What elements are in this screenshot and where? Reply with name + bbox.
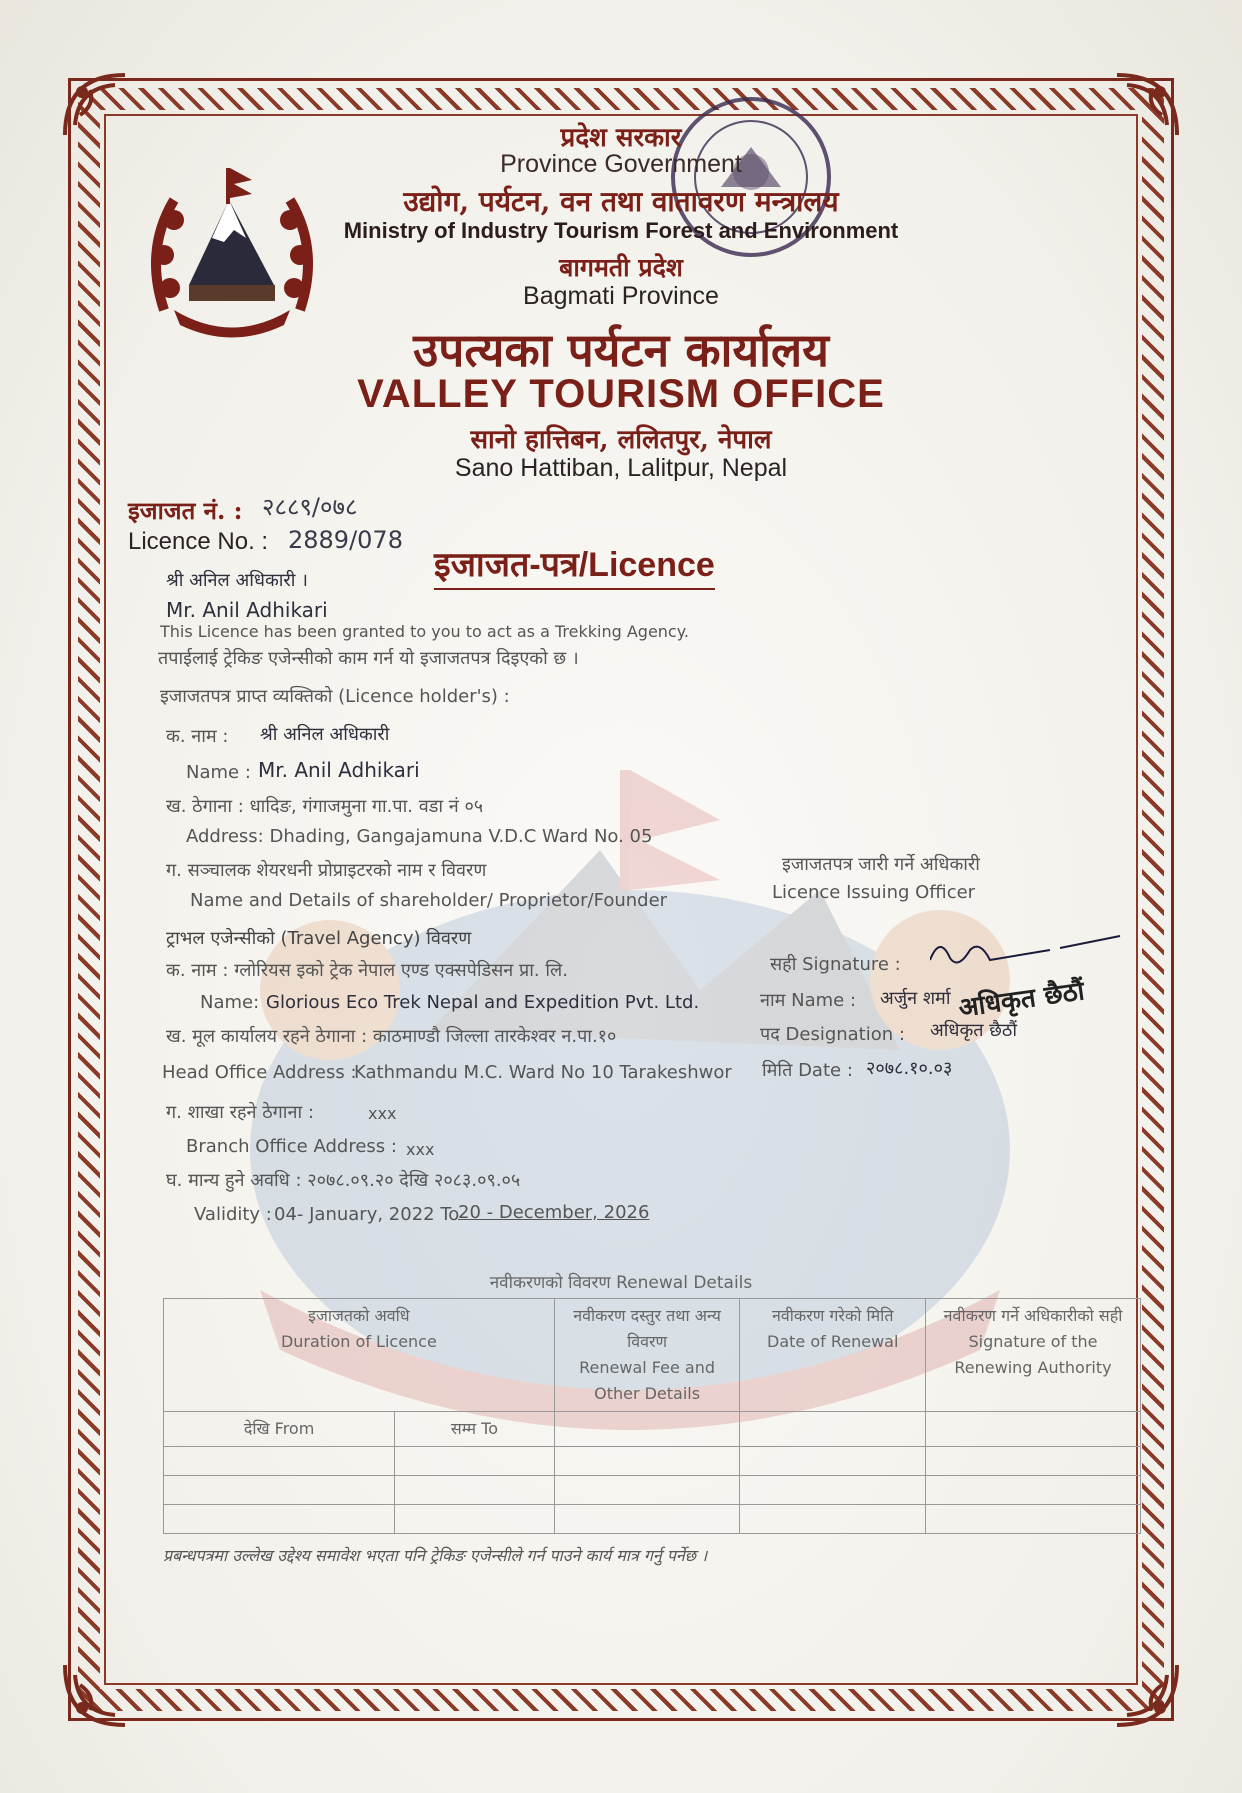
table-row: [164, 1447, 1141, 1476]
issuer-name-value: अर्जुन शर्मा: [880, 988, 951, 1009]
head-office-en-value: Kathmandu M.C. Ward No 10 Tarakeshwor: [354, 1062, 732, 1083]
fee-header-en: Renewal Fee and Other Details: [579, 1358, 716, 1403]
branch-en-label: Branch Office Address :: [186, 1136, 397, 1157]
renewal-caption: नवीकरणको विवरण Renewal Details: [489, 1273, 753, 1293]
corner-ornament-bl: [60, 1660, 130, 1730]
date-header-en: Date of Renewal: [767, 1332, 899, 1351]
branch-np-value: xxx: [368, 1104, 397, 1123]
licence-no-value-np: २८८९/०७८: [262, 493, 358, 521]
branch-np-label: ग. शाखा रहने ठेगाना :: [166, 1102, 314, 1123]
table-cell: [554, 1412, 740, 1447]
granted-statement-np: तपाईलाई ट्रेकिङ एजेन्सीको काम गर्न यो इजाजतपत्र दिइएको छ ।: [158, 648, 579, 669]
issuer-label-np: इजाजतपत्र जारी गर्ने अधिकारी: [782, 854, 980, 875]
corner-ornament-br: [1112, 1660, 1182, 1730]
issuer-label-en: Licence Issuing Officer: [772, 882, 976, 903]
duration-header-en: Duration of Licence: [280, 1332, 437, 1351]
issuer-designation-label: पद Designation :: [760, 1024, 905, 1045]
province-title-en: Province Government: [500, 150, 742, 178]
issue-date-value: २०७८.१०.०३: [866, 1058, 953, 1079]
holder-salutation-np: श्री अनिल अधिकारी ।: [166, 570, 308, 591]
office-title-np: उपत्यका पर्यटन कार्यालय: [413, 323, 829, 377]
issue-date-label: मिति Date :: [762, 1060, 853, 1081]
date-header: [740, 1299, 926, 1412]
licence-no-label-en: Licence No. :: [128, 528, 269, 555]
holder-name-en-label: Name :: [186, 762, 251, 783]
agency-name-en-value: Glorious Eco Trek Nepal and Expedition Pvt. Ltd.: [266, 992, 700, 1013]
footer-note: प्रबन्धपत्रमा उल्लेख उद्देश्य समावेश भएता पनि ट्रेकिङ एजेन्सीले गर्न पाउने कार्य मात्र गर्नु पर्नेछ ।: [163, 1546, 708, 1565]
fee-header: [554, 1299, 740, 1412]
validity-np: घ. मान्य हुने अवधि : २०७८.०९.२० देखि २०८३.०९.०५: [166, 1170, 521, 1191]
holder-name-np-value: श्री अनिल अधिकारी: [260, 724, 390, 745]
authority-header-np: नवीकरण गर्ने अधिकारीको सही: [943, 1306, 1123, 1325]
licence-no-label-np: इजाजत नं. :: [128, 496, 243, 525]
date-header-np: नवीकरण गरेको मिति: [771, 1306, 894, 1325]
holder-section-label: इजाजतपत्र प्राप्त व्यक्तिको (Licence holder's) :: [160, 686, 510, 707]
granted-statement-en: This Licence has been granted to you to act as a Trekking Agency.: [160, 622, 689, 641]
ministry-title-np: उद्योग, पर्यटन, वन तथा वातावरण मन्त्रालय: [403, 185, 839, 218]
shareholder-label-np: ग. सञ्चालक शेयरधनी प्रोप्राइटरको नाम र विवरण: [166, 860, 487, 881]
office-address-np: सानो हात्तिबन, ललितपुर, नेपाल: [470, 425, 772, 455]
office-title-en: VALLEY TOURISM OFFICE: [357, 372, 885, 416]
validity-en-to: 20 - December, 2026: [458, 1202, 650, 1223]
renewal-table: [163, 1298, 1141, 1534]
branch-en-value: xxx: [406, 1140, 435, 1159]
shareholder-label-en: Name and Details of shareholder/ Proprietor/Founder: [190, 890, 668, 911]
issuer-designation-value: अधिकृत छैठौं: [930, 1020, 1018, 1041]
from-header: देखि From: [164, 1412, 395, 1447]
region-title-en: Bagmati Province: [523, 282, 719, 310]
table-cell: [740, 1412, 926, 1447]
to-header: सम्म To: [395, 1412, 555, 1447]
issuer-signature: [930, 930, 1130, 980]
licence-no-value-en: 2889/078: [288, 526, 403, 554]
table-row: [164, 1476, 1141, 1505]
licence-heading: इजाजत-पत्र/Licence: [434, 540, 715, 590]
head-office-en-label: Head Office Address :: [162, 1062, 357, 1083]
authority-header: [926, 1299, 1141, 1412]
fee-header-np: नवीकरण दस्तुर तथा अन्य विवरण: [573, 1306, 721, 1351]
table-cell: [926, 1412, 1141, 1447]
validity-en-from: 04- January, 2022 To: [274, 1204, 460, 1225]
agency-name-en-label: Name:: [200, 992, 260, 1013]
office-address-en: Sano Hattiban, Lalitpur, Nepal: [454, 454, 788, 482]
holder-address-np: ख. ठेगाना : धादिङ, गंगाजमुना गा.पा. वडा नं ०५: [166, 796, 484, 817]
authority-header-en: Signature of the Renewing Authority: [954, 1332, 1112, 1377]
holder-salutation-en: Mr. Anil Adhikari: [166, 598, 328, 622]
holder-address-en: Address: Dhading, Gangajamuna V.D.C Ward No. 05: [186, 826, 653, 847]
region-title-np: बागमती प्रदेश: [559, 253, 683, 282]
table-row: [164, 1505, 1141, 1534]
ministry-title-en: Ministry of Industry Tourism Forest and Environment: [343, 218, 899, 243]
agency-section-label: ट्राभल एजेन्सीको (Travel Agency) विवरण: [166, 928, 472, 949]
issuer-name-label: नाम Name :: [760, 990, 857, 1011]
head-office-np: ख. मूल कार्यालय रहने ठेगाना : काठमाण्डौ जिल्ला तारकेश्वर न.पा.१०: [166, 1026, 617, 1047]
designation-stamp: अधिकृत छैठौं: [956, 976, 1087, 1024]
issuer-signature-label: सही Signature :: [770, 954, 901, 975]
province-title-np: प्रदेश सरकार: [560, 123, 682, 153]
duration-header: [164, 1299, 555, 1412]
holder-name-en-value: Mr. Anil Adhikari: [258, 758, 420, 782]
duration-header-np: इजाजतको अवधि: [308, 1306, 410, 1325]
holder-name-np-label: क. नाम :: [166, 726, 229, 747]
validity-en-label: Validity :: [194, 1204, 272, 1225]
agency-name-np: क. नाम : ग्लोरियस इको ट्रेक नेपाल एण्ड एक्सपेडिसन प्रा. लि.: [166, 960, 568, 981]
